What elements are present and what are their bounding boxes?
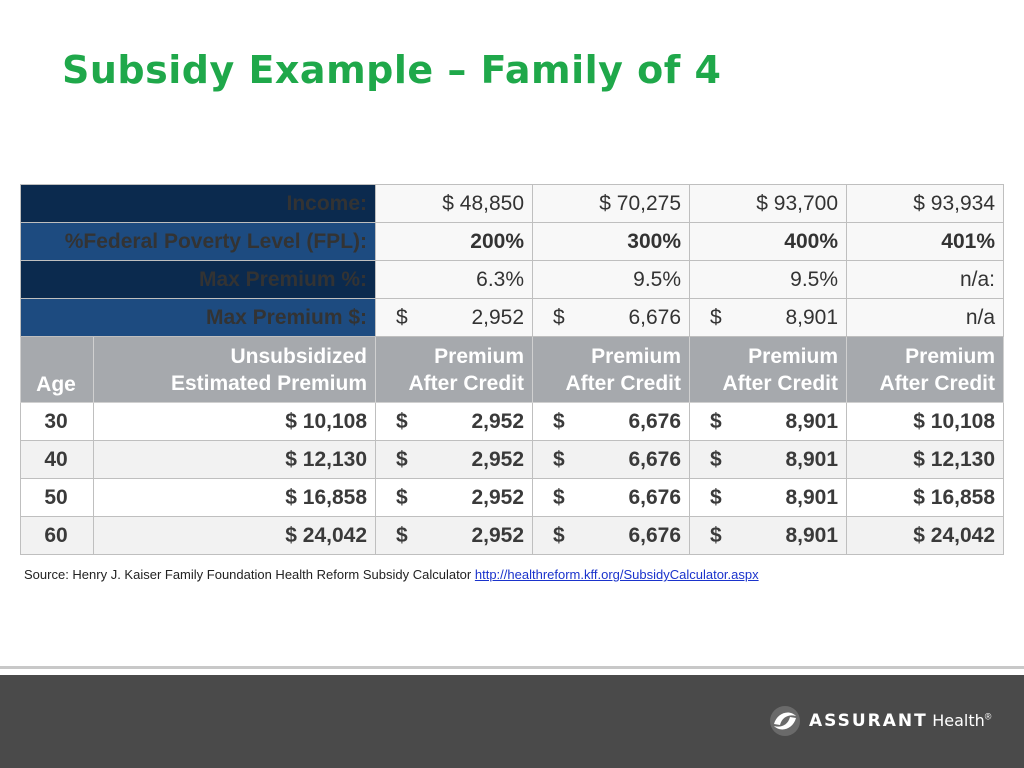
premium-after-credit-cell [533, 403, 690, 441]
age-cell: 30 [21, 403, 94, 441]
header-line: After Credit [565, 371, 682, 395]
amount: 2,952 [471, 523, 525, 547]
header-line: Unsubsidized [230, 344, 368, 368]
premium-after-credit-cell [690, 517, 847, 555]
currency-symbol: $ [710, 485, 722, 509]
header-line: After Credit [722, 371, 839, 395]
unsubsidized-premium-cell: $ 24,042 [94, 517, 376, 555]
premium-after-credit-cell [690, 479, 847, 517]
table-row [21, 517, 1004, 555]
max-premium-pct-label: Max Premium %: [21, 261, 376, 299]
max-premium-dollar-value [690, 299, 847, 337]
premium-after-credit-cell [376, 441, 533, 479]
max-premium-pct-value: 9.5% [690, 261, 847, 299]
amount: 2,952 [471, 409, 525, 433]
header-premium-after-credit [690, 337, 847, 403]
amount: 6,676 [628, 485, 682, 509]
premium-after-credit-cell [690, 441, 847, 479]
logo-sub: Health [932, 711, 985, 730]
income-value: $ 93,700 [690, 185, 847, 223]
amount: 8,901 [785, 447, 839, 471]
income-row [21, 185, 1004, 223]
premium-after-credit-cell [376, 403, 533, 441]
table-row [21, 403, 1004, 441]
assurant-health-logo [769, 705, 991, 737]
premium-after-credit-cell [376, 517, 533, 555]
income-value: $ 93,934 [847, 185, 1004, 223]
table-row [21, 479, 1004, 517]
amount: 8,901 [785, 305, 839, 329]
header-line: After Credit [879, 371, 996, 395]
currency-symbol: $ [553, 305, 565, 329]
currency-symbol: $ [396, 447, 408, 471]
unsubsidized-premium-cell: $ 10,108 [94, 403, 376, 441]
premium-after-credit-cell [690, 403, 847, 441]
max-premium-pct-row [21, 261, 1004, 299]
fpl-value: 300% [533, 223, 690, 261]
header-line: Premium [905, 344, 996, 368]
age-cell: 60 [21, 517, 94, 555]
income-value: $ 48,850 [376, 185, 533, 223]
header-line: Estimated Premium [170, 371, 368, 395]
max-premium-dollar-value [847, 299, 1004, 337]
header-age: Age [21, 337, 94, 403]
amount: 6,676 [628, 409, 682, 433]
header-premium-after-credit [533, 337, 690, 403]
currency-symbol: $ [553, 485, 565, 509]
header-premium-after-credit [847, 337, 1004, 403]
unsubsidized-premium-cell: $ 16,858 [94, 479, 376, 517]
income-label: Income: [21, 185, 376, 223]
header-unsubsidized [94, 337, 376, 403]
age-cell: 40 [21, 441, 94, 479]
logo-brand: ASSURANT [809, 711, 928, 731]
amount: 6,676 [628, 447, 682, 471]
fpl-value: 401% [847, 223, 1004, 261]
source-note [24, 567, 759, 582]
premium-after-credit-cell: $ 16,858 [847, 479, 1004, 517]
amount: 8,901 [785, 523, 839, 547]
currency-symbol: $ [396, 409, 408, 433]
max-premium-dollar-value [376, 299, 533, 337]
table-row [21, 441, 1004, 479]
premium-after-credit-cell [533, 441, 690, 479]
max-premium-dollar-label: Max Premium $: [21, 299, 376, 337]
premium-after-credit-cell [533, 517, 690, 555]
currency-symbol: $ [553, 447, 565, 471]
max-premium-dollar-value [533, 299, 690, 337]
premium-after-credit-cell: $ 12,130 [847, 441, 1004, 479]
logo-wordmark [809, 711, 991, 731]
max-premium-dollar-row [21, 299, 1004, 337]
fpl-label: %Federal Poverty Level (FPL): [21, 223, 376, 261]
amount: 6,676 [628, 523, 682, 547]
amount: 8,901 [785, 485, 839, 509]
fpl-value: 200% [376, 223, 533, 261]
amount: 2,952 [471, 447, 525, 471]
column-header-row [21, 337, 1004, 403]
fpl-row [21, 223, 1004, 261]
header-line: Premium [748, 344, 839, 368]
slide-title: Subsidy Example – Family of 4 [62, 48, 722, 92]
header-line: After Credit [408, 371, 525, 395]
amount: 6,676 [628, 305, 682, 329]
premium-after-credit-cell: $ 10,108 [847, 403, 1004, 441]
assurant-swirl-icon [769, 705, 801, 737]
age-cell: 50 [21, 479, 94, 517]
currency-symbol: $ [710, 409, 722, 433]
registered-mark: ® [984, 711, 992, 722]
currency-symbol: $ [553, 523, 565, 547]
max-premium-pct-value: n/a: [847, 261, 1004, 299]
amount: 2,952 [471, 485, 525, 509]
currency-symbol: $ [710, 447, 722, 471]
currency-symbol: $ [396, 305, 408, 329]
source-link[interactable]: http://healthreform.kff.org/SubsidyCalculator.aspx [474, 567, 759, 582]
source-text: Source: Henry J. Kaiser Family Foundation Health Reform Subsidy Calculator [24, 567, 472, 582]
header-line: Premium [591, 344, 682, 368]
amount: 8,901 [785, 409, 839, 433]
max-premium-pct-value: 9.5% [533, 261, 690, 299]
premium-after-credit-cell [376, 479, 533, 517]
amount: n/a [965, 305, 996, 329]
premium-after-credit-cell [533, 479, 690, 517]
unsubsidized-premium-cell: $ 12,130 [94, 441, 376, 479]
currency-symbol: $ [396, 523, 408, 547]
currency-symbol: $ [553, 409, 565, 433]
footer-divider [0, 666, 1024, 669]
header-line: Premium [434, 344, 525, 368]
premium-after-credit-cell: $ 24,042 [847, 517, 1004, 555]
currency-symbol: $ [710, 523, 722, 547]
currency-symbol: $ [710, 305, 722, 329]
currency-symbol: $ [396, 485, 408, 509]
fpl-value: 400% [690, 223, 847, 261]
subsidy-table [20, 184, 1004, 555]
header-premium-after-credit [376, 337, 533, 403]
max-premium-pct-value: 6.3% [376, 261, 533, 299]
amount: 2,952 [471, 305, 525, 329]
income-value: $ 70,275 [533, 185, 690, 223]
